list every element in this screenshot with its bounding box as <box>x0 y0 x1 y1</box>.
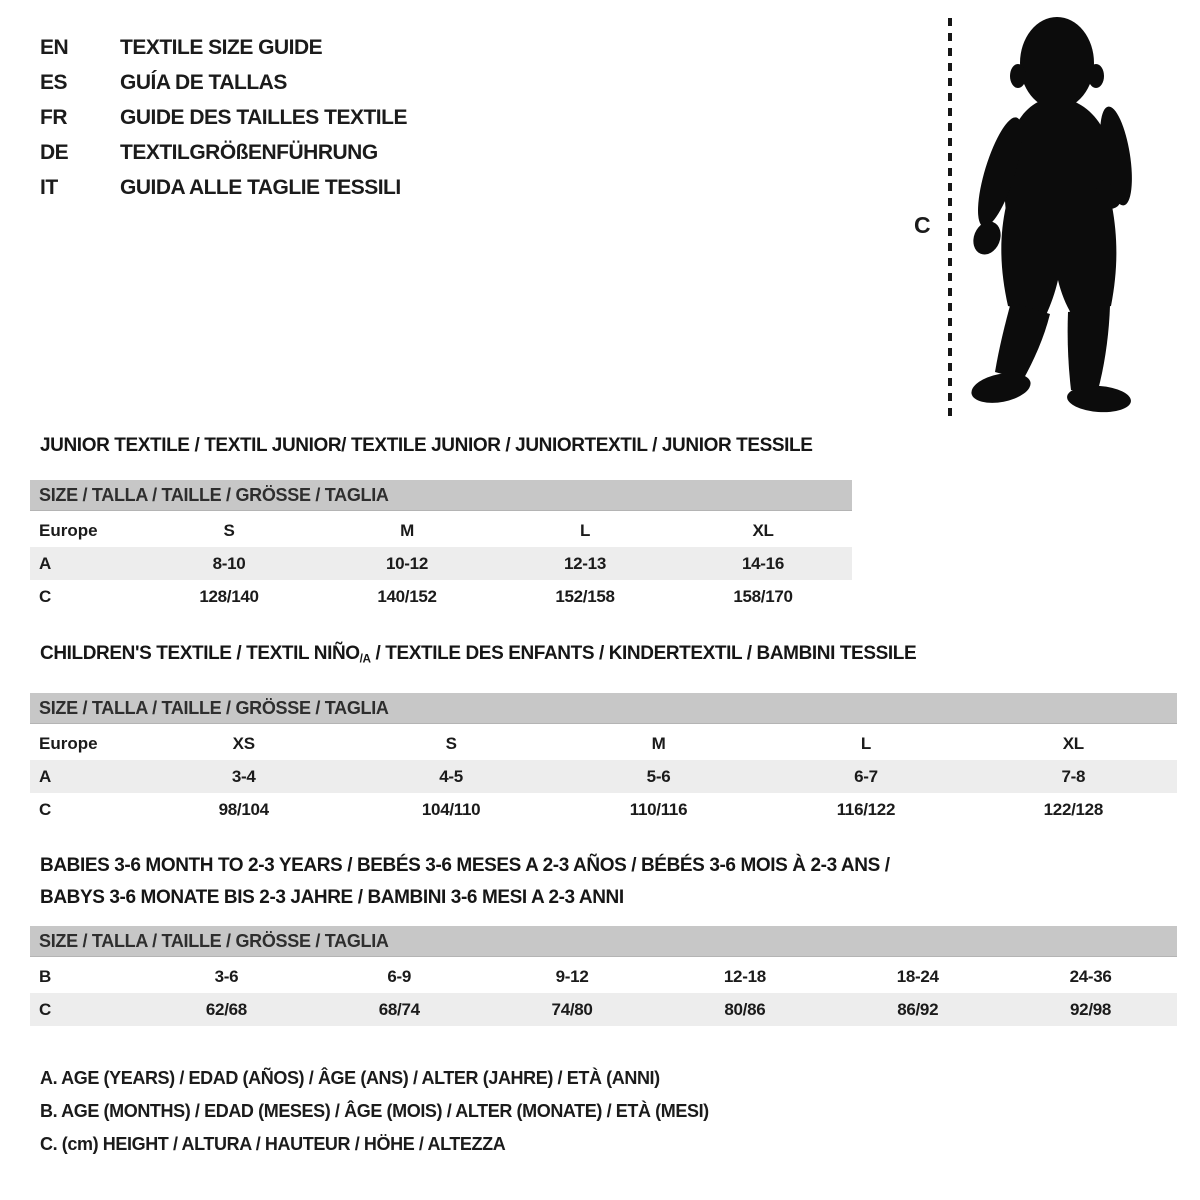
size-header-label: SIZE / TALLA / TAILLE / GRÖSSE / TAGLIA <box>39 697 389 718</box>
toddler-silhouette-icon <box>964 14 1142 418</box>
size-cell: 74/80 <box>551 999 593 1019</box>
size-header-label: SIZE / TALLA / TAILLE / GRÖSSE / TAGLIA <box>39 484 389 505</box>
size-cell: 122/128 <box>1043 799 1103 819</box>
table-row <box>30 760 1177 793</box>
size-cell: 158/170 <box>733 586 793 606</box>
size-cell: 86/92 <box>897 999 939 1019</box>
table-row <box>30 993 1177 1026</box>
size-cell: XL <box>1062 733 1084 753</box>
row-label: C <box>39 999 52 1019</box>
size-cell: 104/110 <box>421 799 481 819</box>
size-cell: 7-8 <box>1061 766 1086 786</box>
legend <box>40 1062 709 1161</box>
height-measure-label: C <box>914 212 931 238</box>
size-cell: 92/98 <box>1070 999 1112 1019</box>
size-cell: 3-4 <box>231 766 256 786</box>
height-dashed-line <box>948 18 952 416</box>
section-title <box>30 850 1177 914</box>
size-cell: 62/68 <box>205 999 247 1019</box>
size-header-label: SIZE / TALLA / TAILLE / GRÖSSE / TAGLIA <box>39 930 389 951</box>
guide-title: TEXTILE SIZE GUIDE <box>120 35 323 59</box>
size-cell: L <box>860 733 871 753</box>
section-title-text: BABIES 3-6 MONTH TO 2-3 YEARS / BEBÉS 3-6 MESES A 2-3 AÑOS / BÉBÉS 3-6 MOIS À 2-3 ANS / <box>40 855 890 876</box>
row-label: A <box>39 553 52 573</box>
language-code: IT <box>40 175 58 199</box>
language-list <box>40 30 407 205</box>
section-title-text: /A <box>359 652 371 666</box>
size-cell: 128/140 <box>199 586 259 606</box>
legend-line: B. AGE (MONTHS) / EDAD (MESES) / ÂGE (MOIS) / ALTER (MONATE) / ETÀ (MESI) <box>40 1101 709 1121</box>
size-cell: S <box>223 520 235 540</box>
size-cell: 9-12 <box>555 966 589 986</box>
guide-title: GUIDA ALLE TAGLIE TESSILI <box>120 175 401 199</box>
section-title-text: CHILDREN'S TEXTILE / TEXTIL NIÑO <box>40 643 360 664</box>
table-row <box>30 580 852 613</box>
table-row <box>30 727 1177 760</box>
language-row <box>40 135 407 170</box>
language-code: EN <box>40 35 69 59</box>
legend-line: A. AGE (YEARS) / EDAD (AÑOS) / ÂGE (ANS) / ALTER (JAHRE) / ETÀ (ANNI) <box>40 1068 660 1088</box>
size-header-bar <box>30 480 852 511</box>
size-cell: XS <box>232 733 255 753</box>
size-cell: 6-7 <box>854 766 878 786</box>
row-label: C <box>39 799 52 819</box>
size-cell: XL <box>752 520 774 540</box>
language-row <box>40 30 407 65</box>
row-label: Europe <box>39 520 98 540</box>
guide-title: GUÍA DE TALLAS <box>120 70 287 94</box>
size-cell: 14-16 <box>742 553 784 573</box>
table-row <box>30 547 852 580</box>
language-row <box>40 170 407 205</box>
section-title <box>30 644 1177 669</box>
size-header-bar <box>30 926 1177 957</box>
section-title-text: JUNIOR TEXTILE / TEXTIL JUNIOR/ TEXTILE JUNIOR / JUNIORTEXTIL / JUNIOR TESSILE <box>40 435 813 456</box>
size-cell: 80/86 <box>724 999 766 1019</box>
language-code: FR <box>40 105 67 129</box>
size-cell: M <box>400 520 414 540</box>
table-row <box>30 514 852 547</box>
size-cell: 68/74 <box>378 999 420 1019</box>
legend-line: C. (cm) HEIGHT / ALTURA / HAUTEUR / HÖHE / ALTEZZA <box>40 1134 506 1154</box>
table-row <box>30 960 1177 993</box>
height-figure <box>900 0 1200 430</box>
language-row <box>40 100 407 135</box>
size-cell: 10-12 <box>386 553 428 573</box>
section-junior <box>30 436 852 613</box>
size-cell: 98/104 <box>218 799 269 819</box>
section-title <box>30 436 852 456</box>
size-cell: 4-5 <box>439 766 463 786</box>
row-label: Europe <box>39 733 98 753</box>
section-babies <box>30 850 1177 1026</box>
guide-title: TEXTILGRÖßENFÜHRUNG <box>120 140 378 164</box>
size-cell: M <box>651 733 666 753</box>
size-cell: 12-18 <box>723 966 766 986</box>
section-children <box>30 644 1177 826</box>
size-cell: 6-9 <box>387 966 412 986</box>
row-label: C <box>39 586 52 606</box>
size-cell: 18-24 <box>896 966 939 986</box>
language-code: ES <box>40 70 68 94</box>
size-cell: 152/158 <box>555 586 615 606</box>
size-cell: 8-10 <box>212 553 246 573</box>
row-label: A <box>39 766 52 786</box>
guide-title: GUIDE DES TAILLES TEXTILE <box>120 105 407 129</box>
row-label: B <box>39 966 52 986</box>
section-title-text: BABYS 3-6 MONATE BIS 2-3 JAHRE / BAMBINI 3-6 MESI A 2-3 ANNI <box>40 887 624 908</box>
size-cell: 5-6 <box>646 766 671 786</box>
size-cell: 116/122 <box>836 799 896 819</box>
size-cell: 24-36 <box>1069 966 1112 986</box>
size-cell: 12-13 <box>564 553 606 573</box>
language-row <box>40 65 407 100</box>
size-cell: L <box>579 520 591 540</box>
size-cell: 110/116 <box>629 799 688 819</box>
section-title-text: / TEXTILE DES ENFANTS / KINDERTEXTIL / BAMBINI TESSILE <box>370 643 917 664</box>
table-row <box>30 793 1177 826</box>
size-cell: 140/152 <box>377 586 437 606</box>
language-code: DE <box>40 140 69 164</box>
size-cell: 3-6 <box>214 966 239 986</box>
size-cell: S <box>445 733 457 753</box>
size-header-bar <box>30 693 1177 724</box>
